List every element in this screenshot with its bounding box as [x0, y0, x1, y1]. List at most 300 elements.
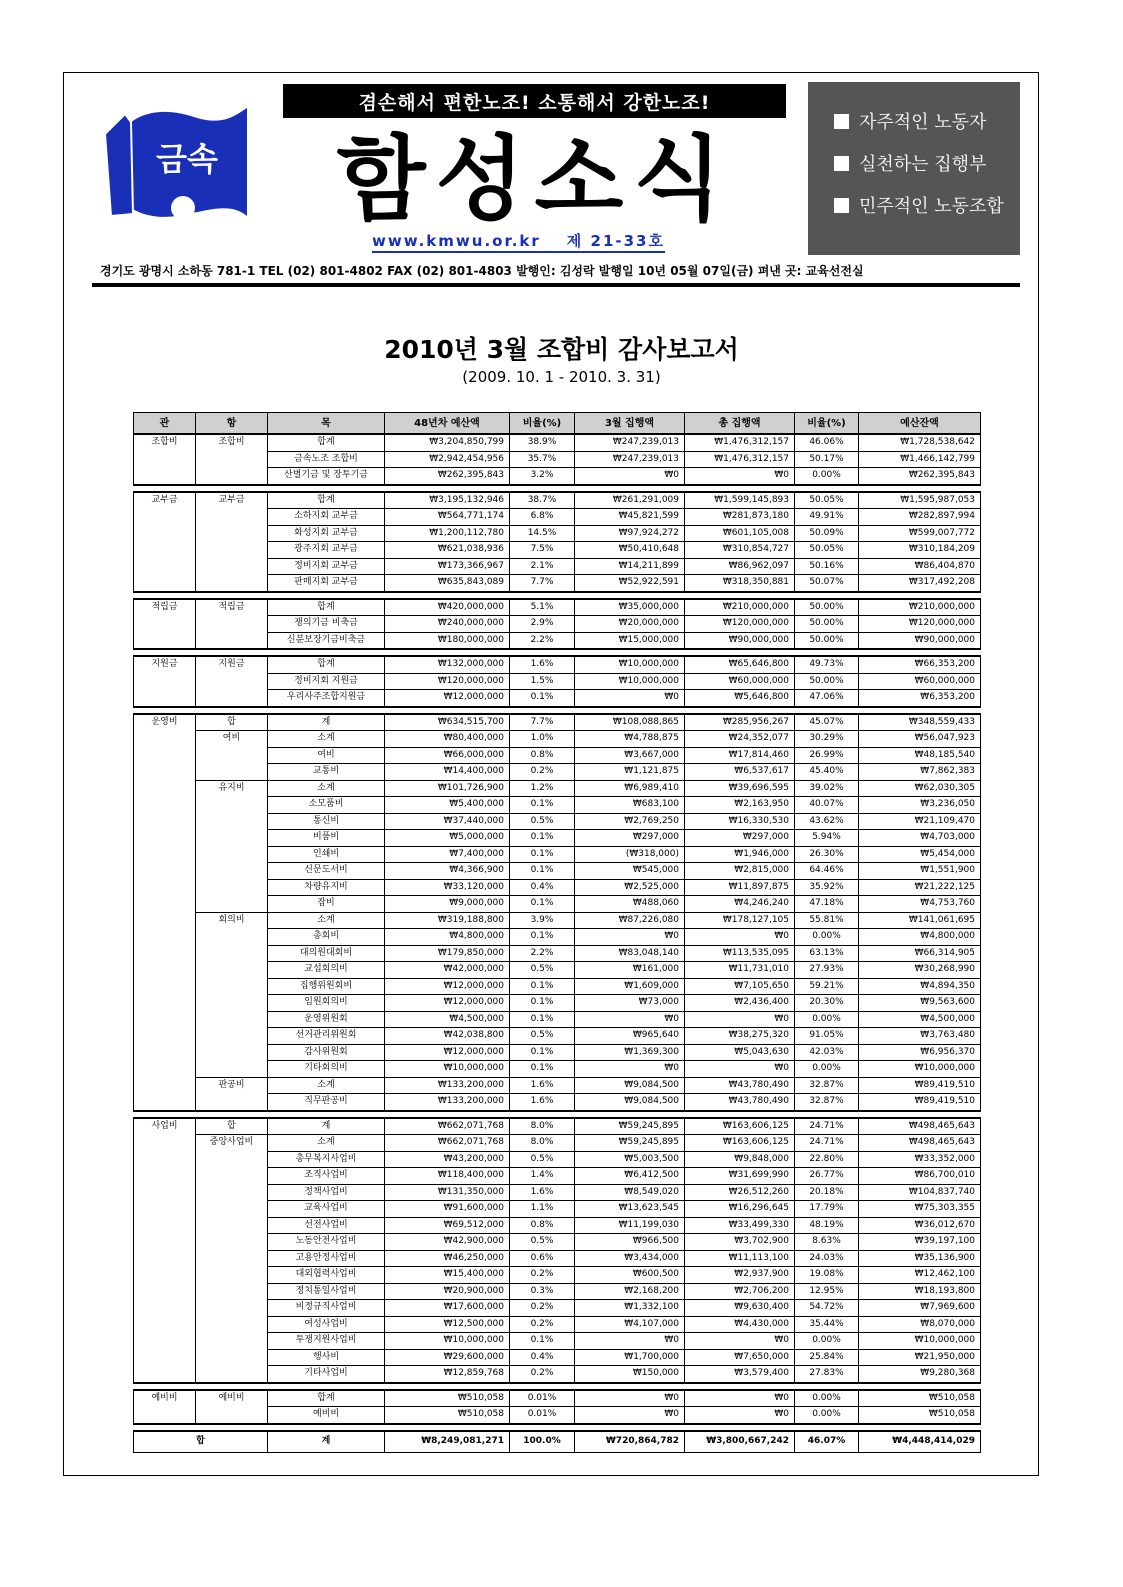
value-cell: 35.44% [795, 1316, 859, 1333]
value-cell: 0.1% [510, 863, 575, 880]
mok-cell: 차량유지비 [268, 879, 385, 896]
value-cell: 0.5% [510, 1151, 575, 1168]
motto-panel [808, 82, 1020, 255]
value-cell: ₩683,100 [575, 797, 685, 814]
value-cell: ₩35,136,900 [859, 1250, 981, 1267]
table-row [134, 1118, 981, 1135]
value-cell: ₩10,000,000 [575, 673, 685, 690]
value-cell: ₩262,395,843 [385, 468, 510, 485]
value-cell: 45.40% [795, 764, 859, 781]
value-cell: 0.8% [510, 1217, 575, 1234]
value-cell: 24.71% [795, 1118, 859, 1135]
value-cell: ₩10,000,000 [385, 1333, 510, 1350]
gap-row [134, 1111, 981, 1118]
column-header: 비율(%) [795, 413, 859, 435]
value-cell: ₩3,236,050 [859, 797, 981, 814]
value-cell: ₩720,864,782 [575, 1431, 685, 1453]
column-header: 총 집행액 [685, 413, 795, 435]
value-cell: ₩10,000,000 [575, 656, 685, 673]
value-cell: ₩161,000 [575, 962, 685, 979]
mok-cell: 교섭회의비 [268, 962, 385, 979]
value-cell: ₩1,369,300 [575, 1044, 685, 1061]
value-cell: ₩4,107,000 [575, 1316, 685, 1333]
mok-cell: 조직사업비 [268, 1168, 385, 1185]
value-cell: ₩8,249,081,271 [385, 1431, 510, 1453]
value-cell: ₩510,058 [385, 1407, 510, 1424]
report-title: 2010년 3월 조합비 감사보고서 [384, 335, 739, 364]
value-cell: ₩43,200,000 [385, 1151, 510, 1168]
section-gap [134, 485, 981, 492]
value-cell: 1.6% [510, 1094, 575, 1111]
website-line [372, 230, 665, 253]
column-header: 관 [134, 413, 196, 435]
value-cell: ₩348,559,433 [859, 714, 981, 731]
value-cell: ₩1,946,000 [685, 846, 795, 863]
mok-cell: 임원회의비 [268, 995, 385, 1012]
value-cell: ₩635,843,089 [385, 575, 510, 592]
mok-cell: 합계 [268, 599, 385, 616]
value-cell: ₩5,454,000 [859, 846, 981, 863]
value-cell: ₩966,500 [575, 1234, 685, 1251]
value-cell: ₩65,646,800 [685, 656, 795, 673]
value-cell: ₩1,551,900 [859, 863, 981, 880]
value-cell: ₩24,352,077 [685, 731, 795, 748]
mok-cell: 운영위원회 [268, 1011, 385, 1028]
gap-cell [134, 1111, 981, 1118]
mok-cell: 신문도서비 [268, 863, 385, 880]
value-cell: ₩3,667,000 [575, 747, 685, 764]
value-cell: ₩600,500 [575, 1267, 685, 1284]
value-cell: ₩35,000,000 [575, 599, 685, 616]
value-cell: 0.1% [510, 830, 575, 847]
value-cell: ₩9,563,600 [859, 995, 981, 1012]
value-cell: 0.1% [510, 690, 575, 707]
table-row [134, 434, 981, 451]
value-cell: 91.05% [795, 1028, 859, 1045]
value-cell: ₩5,003,500 [575, 1151, 685, 1168]
gap-row [134, 592, 981, 599]
value-cell: ₩33,352,000 [859, 1151, 981, 1168]
value-cell: 2.2% [510, 632, 575, 649]
value-cell: ₩0 [575, 929, 685, 946]
value-cell: 5.94% [795, 830, 859, 847]
value-cell: 0.1% [510, 929, 575, 946]
value-cell: ₩4,753,760 [859, 896, 981, 913]
value-cell: 35.7% [510, 451, 575, 468]
value-cell: 0.2% [510, 1300, 575, 1317]
value-cell: ₩83,048,140 [575, 945, 685, 962]
value-cell: ₩21,950,000 [859, 1349, 981, 1366]
value-cell: ₩69,512,000 [385, 1217, 510, 1234]
value-cell: ₩0 [575, 1061, 685, 1078]
value-cell: ₩498,465,643 [859, 1118, 981, 1135]
value-cell: 0.2% [510, 1366, 575, 1383]
value-cell: ₩16,330,530 [685, 813, 795, 830]
hang-cell: 지원금 [196, 656, 268, 707]
value-cell: 0.01% [510, 1390, 575, 1407]
website-link[interactable]: www.kmwu.or.kr [372, 232, 541, 250]
value-cell: 49.91% [795, 509, 859, 526]
value-cell: ₩0 [685, 468, 795, 485]
value-cell: 25.84% [795, 1349, 859, 1366]
union-logo [97, 104, 249, 224]
value-cell: ₩2,525,000 [575, 879, 685, 896]
value-cell: 0.2% [510, 1267, 575, 1284]
value-cell: ₩7,400,000 [385, 846, 510, 863]
value-cell: ₩150,000 [575, 1366, 685, 1383]
value-cell: ₩1,609,000 [575, 978, 685, 995]
table-row [134, 599, 981, 616]
value-cell: 0.2% [510, 764, 575, 781]
hang-cell: 판공비 [196, 1077, 268, 1111]
mok-cell: 판매지회 교부금 [268, 575, 385, 592]
gwan-cell: 운영비 [134, 714, 196, 1111]
value-cell: ₩564,771,174 [385, 509, 510, 526]
value-cell: ₩965,640 [575, 1028, 685, 1045]
value-cell: ₩46,250,000 [385, 1250, 510, 1267]
value-cell: ₩488,060 [575, 896, 685, 913]
value-cell: ₩4,430,000 [685, 1316, 795, 1333]
value-cell: 1.6% [510, 656, 575, 673]
value-cell: ₩662,071,768 [385, 1135, 510, 1152]
mok-cell: 투쟁지원사업비 [268, 1333, 385, 1350]
issue-number: 제 21-33호 [566, 232, 665, 250]
publisher-info: 경기도 광명시 소하동 781-1 TEL (02) 801-4802 FAX (02) 801-4803 발행인: 김성락 발행일 10년 05월 07일(금) 펴낸 곳: 교육선전실 [100, 264, 864, 278]
value-cell: ₩0 [685, 1407, 795, 1424]
mok-cell: 금속노조 조합비 [268, 451, 385, 468]
value-cell: 1.5% [510, 673, 575, 690]
value-cell: ₩73,000 [575, 995, 685, 1012]
value-cell: ₩5,043,630 [685, 1044, 795, 1061]
value-cell: 1.6% [510, 1077, 575, 1094]
value-cell: ₩16,296,645 [685, 1201, 795, 1218]
section-gap [134, 1424, 981, 1431]
value-cell: ₩118,400,000 [385, 1168, 510, 1185]
gap-cell [134, 1424, 981, 1431]
section-gap [134, 592, 981, 599]
value-cell: ₩18,193,800 [859, 1283, 981, 1300]
value-cell: ₩66,353,200 [859, 656, 981, 673]
value-cell: ₩66,314,905 [859, 945, 981, 962]
value-cell: ₩113,535,095 [685, 945, 795, 962]
mok-cell: 소하지회 교부금 [268, 509, 385, 526]
mok-cell: 합계 [268, 492, 385, 509]
value-cell: 0.5% [510, 813, 575, 830]
value-cell: ₩66,000,000 [385, 747, 510, 764]
hang-cell: 적립금 [196, 599, 268, 650]
value-cell: ₩52,922,591 [575, 575, 685, 592]
value-cell: ₩59,245,895 [575, 1118, 685, 1135]
value-cell: ₩6,353,200 [859, 690, 981, 707]
value-cell: ₩20,000,000 [575, 616, 685, 633]
value-cell: ₩2,937,900 [685, 1267, 795, 1284]
value-cell: ₩599,007,772 [859, 525, 981, 542]
value-cell: ₩9,630,400 [685, 1300, 795, 1317]
value-cell: ₩0 [685, 1061, 795, 1078]
gap-cell [134, 1383, 981, 1390]
value-cell: ₩0 [685, 1390, 795, 1407]
gap-cell [134, 485, 981, 492]
gap-cell [134, 592, 981, 599]
square-bullet-icon [834, 156, 849, 171]
value-cell: ₩17,600,000 [385, 1300, 510, 1317]
mok-cell: 여성사업비 [268, 1316, 385, 1333]
value-cell: 50.16% [795, 558, 859, 575]
value-cell: ₩0 [575, 468, 685, 485]
gwan-cell: 조합비 [134, 434, 196, 485]
value-cell: 50.00% [795, 673, 859, 690]
value-cell: ₩510,058 [859, 1390, 981, 1407]
value-cell: 55.81% [795, 912, 859, 929]
column-header: 목 [268, 413, 385, 435]
value-cell: ₩17,814,460 [685, 747, 795, 764]
total-label-cell: 합 [196, 1118, 268, 1135]
value-cell: 0.1% [510, 978, 575, 995]
value-cell: 50.00% [795, 616, 859, 633]
mok-cell: 인쇄비 [268, 846, 385, 863]
table-row [134, 731, 981, 748]
value-cell: ₩281,873,180 [685, 509, 795, 526]
value-cell: 64.46% [795, 863, 859, 880]
mok-cell: 교통비 [268, 764, 385, 781]
value-cell: ₩62,030,305 [859, 780, 981, 797]
total-label-cell: 계 [268, 1118, 385, 1135]
square-bullet-icon [834, 198, 849, 213]
value-cell: ₩33,120,000 [385, 879, 510, 896]
value-cell: ₩240,000,000 [385, 616, 510, 633]
value-cell: 42.03% [795, 1044, 859, 1061]
value-cell: 2.1% [510, 558, 575, 575]
value-cell: 0.1% [510, 995, 575, 1012]
value-cell: 0.6% [510, 1250, 575, 1267]
value-cell: ₩7,650,000 [685, 1349, 795, 1366]
value-cell: 8.63% [795, 1234, 859, 1251]
value-cell: ₩173,366,967 [385, 558, 510, 575]
value-cell: 47.06% [795, 690, 859, 707]
value-cell: ₩3,204,850,799 [385, 434, 510, 451]
value-cell: ₩89,419,510 [859, 1094, 981, 1111]
value-cell: ₩108,088,865 [575, 714, 685, 731]
mok-cell: 비품비 [268, 830, 385, 847]
value-cell: ₩5,400,000 [385, 797, 510, 814]
value-cell: ₩8,070,000 [859, 1316, 981, 1333]
mok-cell: 신분보장기금비축금 [268, 632, 385, 649]
gwan-cell: 교부금 [134, 492, 196, 592]
value-cell: 24.71% [795, 1135, 859, 1152]
value-cell: 7.5% [510, 542, 575, 559]
table-row [134, 1077, 981, 1094]
section-gap [134, 707, 981, 714]
value-cell: ₩0 [685, 1011, 795, 1028]
table-row [134, 492, 981, 509]
hang-cell: 여비 [196, 731, 268, 781]
mok-cell: 정비지회 교부금 [268, 558, 385, 575]
section-body [134, 599, 981, 650]
mok-cell: 선전사업비 [268, 1217, 385, 1234]
value-cell: 2.2% [510, 945, 575, 962]
table-row [134, 1390, 981, 1407]
value-cell: ₩9,084,500 [575, 1094, 685, 1111]
value-cell: ₩133,200,000 [385, 1094, 510, 1111]
budget-audit-table [133, 412, 981, 1453]
hang-cell: 조합비 [196, 434, 268, 485]
value-cell: 50.07% [795, 575, 859, 592]
mok-cell: 소계 [268, 912, 385, 929]
gap-row [134, 1424, 981, 1431]
value-cell: ₩4,500,000 [859, 1011, 981, 1028]
value-cell: 0.5% [510, 1234, 575, 1251]
value-cell: ₩297,000 [685, 830, 795, 847]
mok-cell: 비정규직사업비 [268, 1300, 385, 1317]
gap-row [134, 485, 981, 492]
value-cell: ₩634,515,700 [385, 714, 510, 731]
value-cell: ₩318,350,881 [685, 575, 795, 592]
value-cell: ₩510,058 [385, 1390, 510, 1407]
value-cell: 1.2% [510, 780, 575, 797]
value-cell: ₩15,000,000 [575, 632, 685, 649]
value-cell: ₩6,537,617 [685, 764, 795, 781]
value-cell: ₩163,606,125 [685, 1118, 795, 1135]
value-cell: 7.7% [510, 575, 575, 592]
value-cell: ₩285,956,267 [685, 714, 795, 731]
value-cell: 50.05% [795, 542, 859, 559]
newsletter-title: 함성소식 [336, 126, 733, 233]
value-cell: 32.87% [795, 1094, 859, 1111]
value-cell: ₩2,436,400 [685, 995, 795, 1012]
value-cell: ₩178,127,105 [685, 912, 795, 929]
value-cell: ₩1,466,142,799 [859, 451, 981, 468]
value-cell: 14.5% [510, 525, 575, 542]
value-cell: ₩621,038,936 [385, 542, 510, 559]
value-cell: ₩120,000,000 [859, 616, 981, 633]
value-cell: 26.99% [795, 747, 859, 764]
value-cell: 0.00% [795, 1390, 859, 1407]
value-cell: ₩39,197,100 [859, 1234, 981, 1251]
value-cell: ₩601,105,008 [685, 525, 795, 542]
section-body [134, 1118, 981, 1383]
value-cell: ₩262,395,843 [859, 468, 981, 485]
value-cell: ₩2,163,950 [685, 797, 795, 814]
mok-cell: 정비지회 지원금 [268, 673, 385, 690]
value-cell: ₩4,500,000 [385, 1011, 510, 1028]
value-cell: 46.06% [795, 434, 859, 451]
column-header: 비율(%) [510, 413, 575, 435]
value-cell: ₩317,492,208 [859, 575, 981, 592]
gap-cell [134, 707, 981, 714]
value-cell: 7.7% [510, 714, 575, 731]
value-cell: ₩2,168,200 [575, 1283, 685, 1300]
value-cell: 0.5% [510, 962, 575, 979]
mok-cell: 쟁의기금 비축금 [268, 616, 385, 633]
grand-total-body [134, 1431, 981, 1453]
column-header: 항 [196, 413, 268, 435]
value-cell: 6.8% [510, 509, 575, 526]
value-cell: ₩50,410,648 [575, 542, 685, 559]
value-cell: ₩4,894,350 [859, 978, 981, 995]
mok-cell: 합계 [268, 1390, 385, 1407]
value-cell: ₩1,476,312,157 [685, 451, 795, 468]
total-label-cell: 합 [134, 1431, 268, 1453]
value-cell: ₩4,800,000 [859, 929, 981, 946]
value-cell: ₩11,897,875 [685, 879, 795, 896]
value-cell: 43.62% [795, 813, 859, 830]
value-cell: ₩3,579,400 [685, 1366, 795, 1383]
value-cell: ₩5,646,800 [685, 690, 795, 707]
value-cell: ₩20,900,000 [385, 1283, 510, 1300]
mok-cell: 감사위원회 [268, 1044, 385, 1061]
value-cell: ₩9,084,500 [575, 1077, 685, 1094]
section-body [134, 1390, 981, 1424]
total-label-cell: 계 [268, 1431, 385, 1453]
value-cell: ₩2,706,200 [685, 1283, 795, 1300]
value-cell: 24.03% [795, 1250, 859, 1267]
value-cell: ₩163,606,125 [685, 1135, 795, 1152]
value-cell: ₩1,700,000 [575, 1349, 685, 1366]
mok-cell: 소계 [268, 1135, 385, 1152]
value-cell: 38.7% [510, 492, 575, 509]
mok-cell: 선거관리위원회 [268, 1028, 385, 1045]
section-body [134, 714, 981, 1111]
mok-cell: 광주지회 교부금 [268, 542, 385, 559]
table-row [134, 714, 981, 731]
value-cell: 0.1% [510, 846, 575, 863]
value-cell: 26.30% [795, 846, 859, 863]
mok-cell: 소계 [268, 731, 385, 748]
mok-cell: 통신비 [268, 813, 385, 830]
value-cell: ₩9,280,368 [859, 1366, 981, 1383]
value-cell: ₩297,000 [575, 830, 685, 847]
gwan-cell: 사업비 [134, 1118, 196, 1383]
mok-cell: 소계 [268, 780, 385, 797]
value-cell: ₩12,000,000 [385, 690, 510, 707]
square-bullet-icon [834, 114, 849, 129]
value-cell: 27.93% [795, 962, 859, 979]
mok-cell: 소계 [268, 1077, 385, 1094]
value-cell: ₩14,211,899 [575, 558, 685, 575]
value-cell: 59.21% [795, 978, 859, 995]
mok-cell: 여비 [268, 747, 385, 764]
value-cell: ₩0 [575, 1407, 685, 1424]
column-header: 예산잔액 [859, 413, 981, 435]
value-cell: ₩60,000,000 [685, 673, 795, 690]
value-cell: ₩498,465,643 [859, 1135, 981, 1152]
value-cell: 20.30% [795, 995, 859, 1012]
value-cell: 0.1% [510, 1061, 575, 1078]
value-cell: ₩75,303,355 [859, 1201, 981, 1218]
value-cell: 35.92% [795, 879, 859, 896]
value-cell: 19.08% [795, 1267, 859, 1284]
mok-cell: 우리사주조합지원금 [268, 690, 385, 707]
gwan-cell: 예비비 [134, 1390, 196, 1424]
value-cell: 0.00% [795, 1061, 859, 1078]
value-cell: ₩7,862,383 [859, 764, 981, 781]
value-cell: 54.72% [795, 1300, 859, 1317]
value-cell: ₩131,350,000 [385, 1184, 510, 1201]
value-cell: ₩10,000,000 [385, 1061, 510, 1078]
mok-cell: 정책사업비 [268, 1184, 385, 1201]
value-cell: 0.00% [795, 1407, 859, 1424]
value-cell: ₩2,942,454,956 [385, 451, 510, 468]
value-cell: ₩179,850,000 [385, 945, 510, 962]
value-cell: 63.13% [795, 945, 859, 962]
motto-item: 자주적인 노동자 [834, 100, 1020, 142]
value-cell: ₩0 [575, 690, 685, 707]
value-cell: 45.07% [795, 714, 859, 731]
value-cell: ₩4,788,875 [575, 731, 685, 748]
section-body [134, 656, 981, 707]
value-cell: ₩247,239,013 [575, 451, 685, 468]
value-cell: 1.1% [510, 1201, 575, 1218]
